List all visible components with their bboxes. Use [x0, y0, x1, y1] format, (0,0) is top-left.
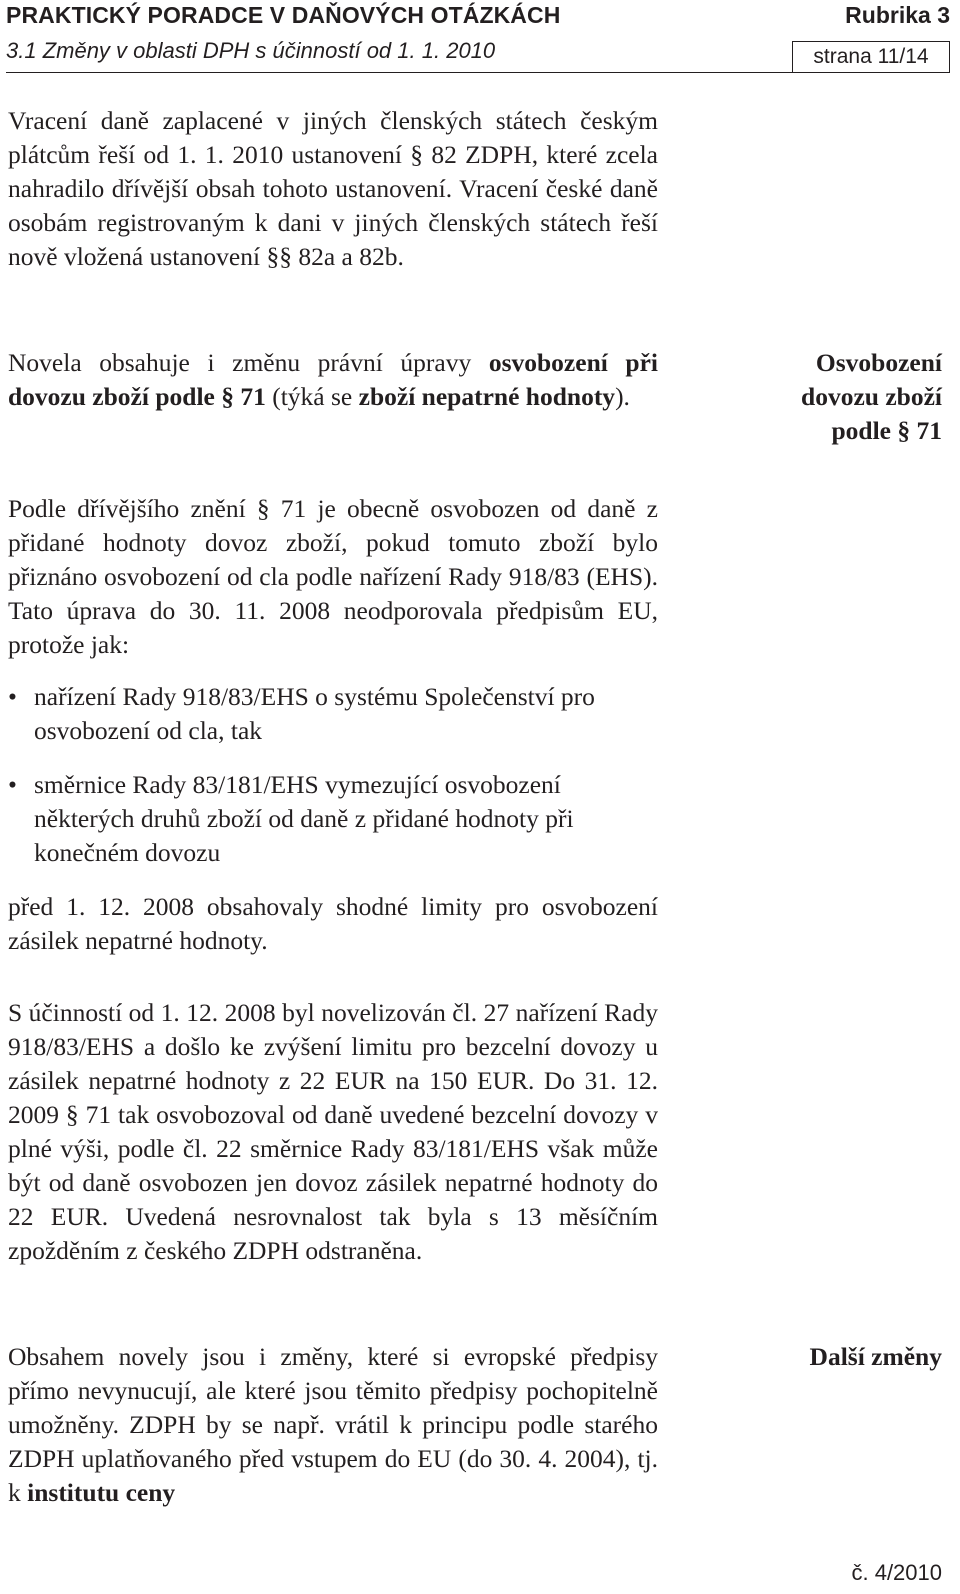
header-divider — [6, 72, 950, 73]
issue-number: č. 4/2010 — [851, 1560, 942, 1585]
margin-note-other-changes: Další změny — [809, 1342, 942, 1371]
margin-note-line: dovozu zboží — [801, 382, 942, 411]
margin-note-line: Osvobození — [815, 348, 942, 377]
rubric-label: Rubrika 3 — [845, 2, 950, 28]
margin-note-import-exemption — [801, 346, 942, 448]
text-segment: ). — [615, 382, 630, 411]
bold-term-import-exemption: osvobození při dovozu zboží podle § 71 — [8, 348, 659, 411]
paragraph-other-changes — [8, 1340, 658, 1510]
paragraph-import-exemption — [8, 346, 658, 414]
publication-title: PRAKTICKÝ PORADCE V DAŇOVÝCH OTÁZKÁCH — [6, 2, 561, 28]
list-item-text: směrnice Rady 83/181/EHS vymezující osvobození některých druhů zboží od daně z přidané hodnoty při konečném dovozu — [34, 770, 574, 867]
text-segment: (týká se — [265, 382, 359, 411]
paragraph-previous-wording: Podle dřívějšího znění § 71 je obecně osvobozen od daně z přidané hodnoty dovoz zboží, pokud tomuto zboží bylo přiznáno osvobození od cla podle nařízení Rady 918/83 (EHS). Tato úprava do 30. 11. 2008 neodporovala předpisům EU, protože jak: — [8, 494, 658, 659]
paragraph-limit-change: S účinností od 1. 12. 2008 byl novelizován čl. 27 nařízení Rady 918/83/EHS a došlo ke zvýšení limitu pro bezcelní dovozy u zásilek nepatrné hodnoty z 22 EUR na 150 EUR. Do 31. 12. 2009 § 71 tak osvobozoval od daně uvedené bezcelní dovozy v plné výši, podle čl. 22 směrnice Rady 83/181/EHS však může být od daně osvobozen jen dovoz zásilek nepatrné hodnoty do 22 EUR. Uvedená nesrovnalost tak byla s 13 měsíčním zpožděním z českého ZDPH odstraněna. — [8, 998, 658, 1265]
bold-term-price-institute: institutu ceny — [27, 1478, 176, 1507]
paragraph-identical-limits: před 1. 12. 2008 obsahovaly shodné limity pro osvobození zásilek nepatrné hodnoty. — [8, 892, 658, 955]
bullet-icon: • — [8, 682, 17, 711]
bold-term-low-value-goods: zboží nepatrné hodnoty — [358, 382, 616, 411]
list-item-text: nařízení Rady 918/83/EHS o systému Společenství pro osvobození od cla, tak — [34, 682, 595, 745]
text-segment: Novela obsahuje i změnu právní úpravy — [8, 348, 489, 377]
bullet-icon: • — [8, 770, 17, 799]
margin-note-line: podle § 71 — [831, 416, 942, 445]
paragraph-refund-vat: Vracení daně zaplacené v jiných členských státech českým plátcům řeší od 1. 1. 2010 ustanovení § 82 ZDPH, které zcela nahradilo dřívější obsah tohoto ustanovení. Vracení české daně osobám registrovaným k dani v jiných členských státech řeší nově vložená ustanovení §§ 82a a 82b. — [8, 106, 658, 271]
section-subtitle: 3.1 Změny v oblasti DPH s účinností od 1. 1. 2010 — [6, 38, 496, 63]
text-segment: Obsahem novely jsou i změny, které si evropské předpisy přímo nevynucují, ale které jsou těmito předpisy pochopitelně umožněny. ZDPH by se např. vrátil k principu podle starého ZDPH uplatňovaného před vstupem do EU (do 30. 4. 2004), tj. k — [8, 1342, 658, 1507]
page-number-box: strana 11/14 — [792, 41, 950, 73]
